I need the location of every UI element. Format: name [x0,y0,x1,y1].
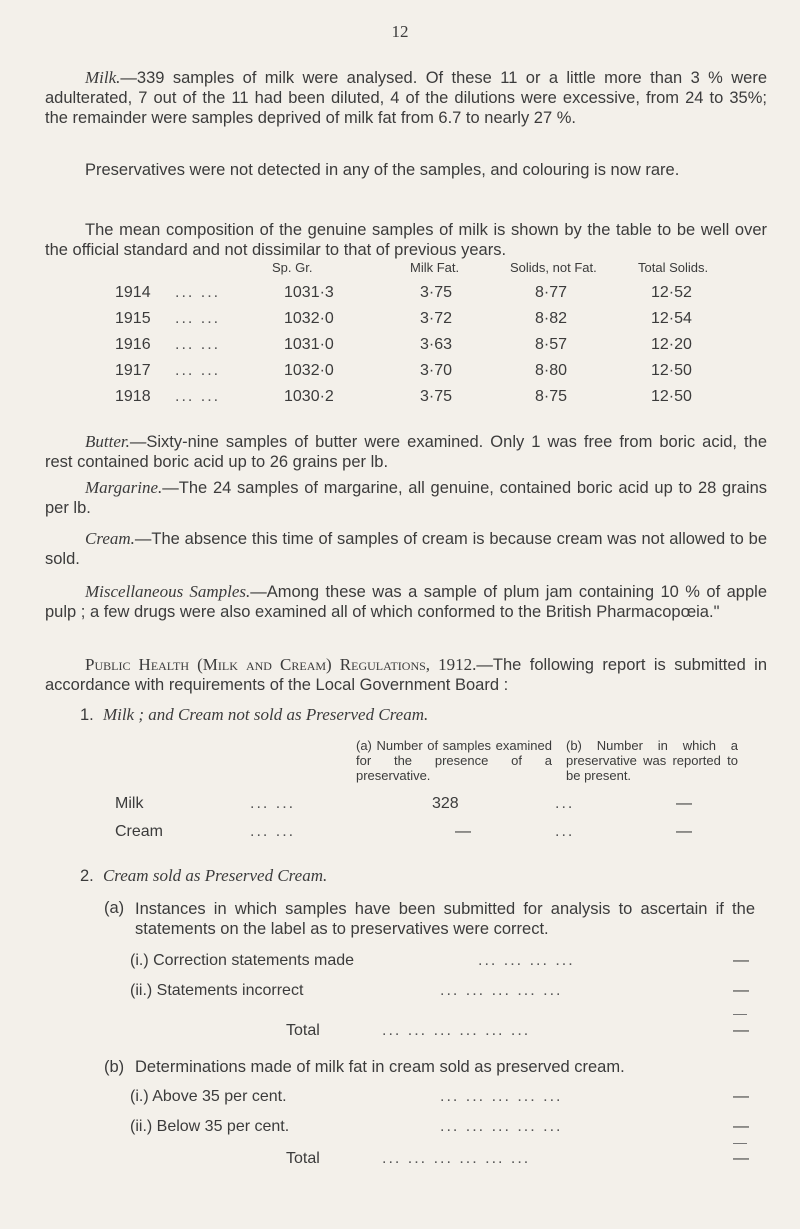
item-dots: ... ... ... ... ... [440,1118,563,1135]
row-year: 1914 [115,284,151,301]
table-row [0,823,800,845]
row-year: 1916 [115,336,151,353]
preservatives-paragraph: Preservatives were not detected in any of the samples, and colouring is now rare. [85,161,680,179]
cream-text: —The absence this time of samples of cream is because cream was not allowed to be sold. [45,530,767,568]
item-value: — [733,952,749,969]
row-year: 1915 [115,310,151,327]
column-a-header: (a) Number of samples examined for the presence of a preservative. [356,738,552,783]
total-value: — [733,1150,749,1167]
item-label: (i.) Above 35 per cent. [130,1088,287,1105]
row-sp-gr: 1031·3 [284,284,334,301]
butter-paragraph [45,432,767,472]
row-sp-gr: 1030·2 [284,388,334,405]
row-dots: ... ... [250,823,296,840]
row-dots: ... ... [175,310,221,327]
total-label: Total [286,1150,320,1167]
margarine-label: Margarine. [85,478,163,497]
row-solids: 8·80 [535,362,568,379]
row-fat: 3·75 [420,388,453,405]
total-rule [733,1143,747,1144]
section-2a-text: Instances in which samples have been submitted for analysis to ascertain if the statements on the label as to preservatives were correct. [135,900,755,938]
margarine-paragraph [45,478,767,518]
total-value: — [733,1022,749,1039]
miscellaneous-paragraph [45,582,767,622]
row-value-b: — [676,795,692,812]
row-fat: 3·72 [420,310,453,327]
table-row [0,795,800,817]
item-value: — [733,1118,749,1135]
table-row [0,310,800,332]
list-item [0,952,800,974]
cream-label: Cream. [85,529,135,548]
row-dots: ... [555,823,575,840]
row-sp-gr: 1031·0 [284,336,334,353]
regulations-title: Public Health (Milk and Cream) Regulations, 1912. [85,655,477,674]
row-fat: 3·75 [420,284,453,301]
row-fat: 3·63 [420,336,453,353]
list-item [0,1088,800,1110]
item-value: — [733,982,749,999]
row-total: 12·50 [651,362,692,379]
regulations-text: —The following report is submitted in accordance with requirements of the Local Government Board : [45,656,768,694]
page-number: 12 [391,22,409,41]
item-label: (ii.) Statements incorrect [130,982,304,999]
mean-composition-intro: The mean composition of the genuine samples of milk is shown by the table to be well over the official standard and not dissimilar to that of previous years. [45,221,767,259]
section-1-title: Milk ; and Cream not sold as Preserved Cream. [102,705,429,724]
misc-label: Miscellaneous Samples. [85,582,251,601]
row-solids: 8·77 [535,284,568,301]
butter-text: —Sixty-nine samples of butter were examined. Only 1 was free from boric acid, the rest contained boric acid up to 26 grains per lb. [45,433,767,471]
row-value-b: — [676,823,692,840]
regulations-paragraph [45,655,767,695]
item-dots: ... ... ... ... ... [440,982,563,999]
section-2-number: 2. [80,867,94,885]
header-sp-gr: Sp. Gr. [272,260,313,275]
section-1-heading [80,705,428,725]
row-value-a: 328 [432,795,459,812]
row-value-a: — [455,823,471,840]
column-b-header: (b) Number in which a preservative was reported to be present. [566,738,738,783]
row-label: Milk [115,795,144,812]
row-dots: ... ... [175,362,221,379]
row-dots: ... ... [175,336,221,353]
misc-text: —Among these was a sample of plum jam containing 10 % of apple pulp ; a few drugs were also examined all of which conformed to the British Pharmacopœia." [45,583,768,621]
section-2a-label: (a) [104,899,125,917]
header-milk-fat: Milk Fat. [410,260,460,275]
composition-table-header [0,260,800,282]
row-label: Cream [115,823,164,840]
header-solids-not-fat: Solids, not Fat. [510,260,597,275]
table-row [0,362,800,384]
row-total: 12·50 [651,388,692,405]
row-sp-gr: 1032·0 [284,310,334,327]
table-row [0,336,800,358]
row-sp-gr: 1032·0 [284,362,334,379]
item-dots: ... ... ... ... [478,952,575,969]
row-total: 12·52 [651,284,692,301]
item-dots: ... ... ... ... ... [440,1088,563,1105]
section-2-heading [80,866,327,886]
row-year: 1917 [115,362,151,379]
row-total: 12·54 [651,310,692,327]
row-dots: ... ... [175,388,221,405]
section-1-number: 1. [80,706,94,724]
total-label: Total [286,1022,320,1039]
table-row [0,388,800,410]
milk-label: Milk. [85,68,121,87]
row-solids: 8·75 [535,388,568,405]
total-row [0,1022,800,1044]
row-year: 1918 [115,388,151,405]
item-label: (i.) Correction statements made [130,952,355,969]
header-total-solids: Total Solids. [638,260,709,275]
section-2-title: Cream sold as Preserved Cream. [102,866,328,885]
total-rule [733,1014,747,1015]
total-dots: ... ... ... ... ... ... [382,1022,531,1039]
list-item [0,982,800,1004]
total-dots: ... ... ... ... ... ... [382,1150,531,1167]
section-2b-text: Determinations made of milk fat in cream sold as preserved cream. [135,1058,625,1076]
milk-paragraph [45,68,767,128]
row-total: 12·20 [651,336,692,353]
row-solids: 8·57 [535,336,568,353]
item-value: — [733,1088,749,1105]
row-dots: ... ... [175,284,221,301]
row-dots: ... ... [250,795,296,812]
milk-text: —339 samples of milk were analysed. Of these 11 or a little more than 3 % were adulterated, 7 out of the 11 had been diluted, 4 of the dilutions were excessive, from 24 to 35%; the remainder were samples deprived of milk fat from 6.7 to nearly 27 %. [45,69,767,127]
list-item [0,1118,800,1140]
row-solids: 8·82 [535,310,568,327]
butter-label: Butter. [85,432,130,451]
table-row [0,284,800,306]
section-2b-label: (b) [104,1058,125,1076]
item-label: (ii.) Below 35 per cent. [130,1118,290,1135]
total-row [0,1150,800,1172]
row-dots: ... [555,795,575,812]
margarine-text: —The 24 samples of margarine, all genuine, contained boric acid up to 28 grains per lb. [45,479,767,517]
cream-paragraph [45,529,767,569]
row-fat: 3·70 [420,362,453,379]
